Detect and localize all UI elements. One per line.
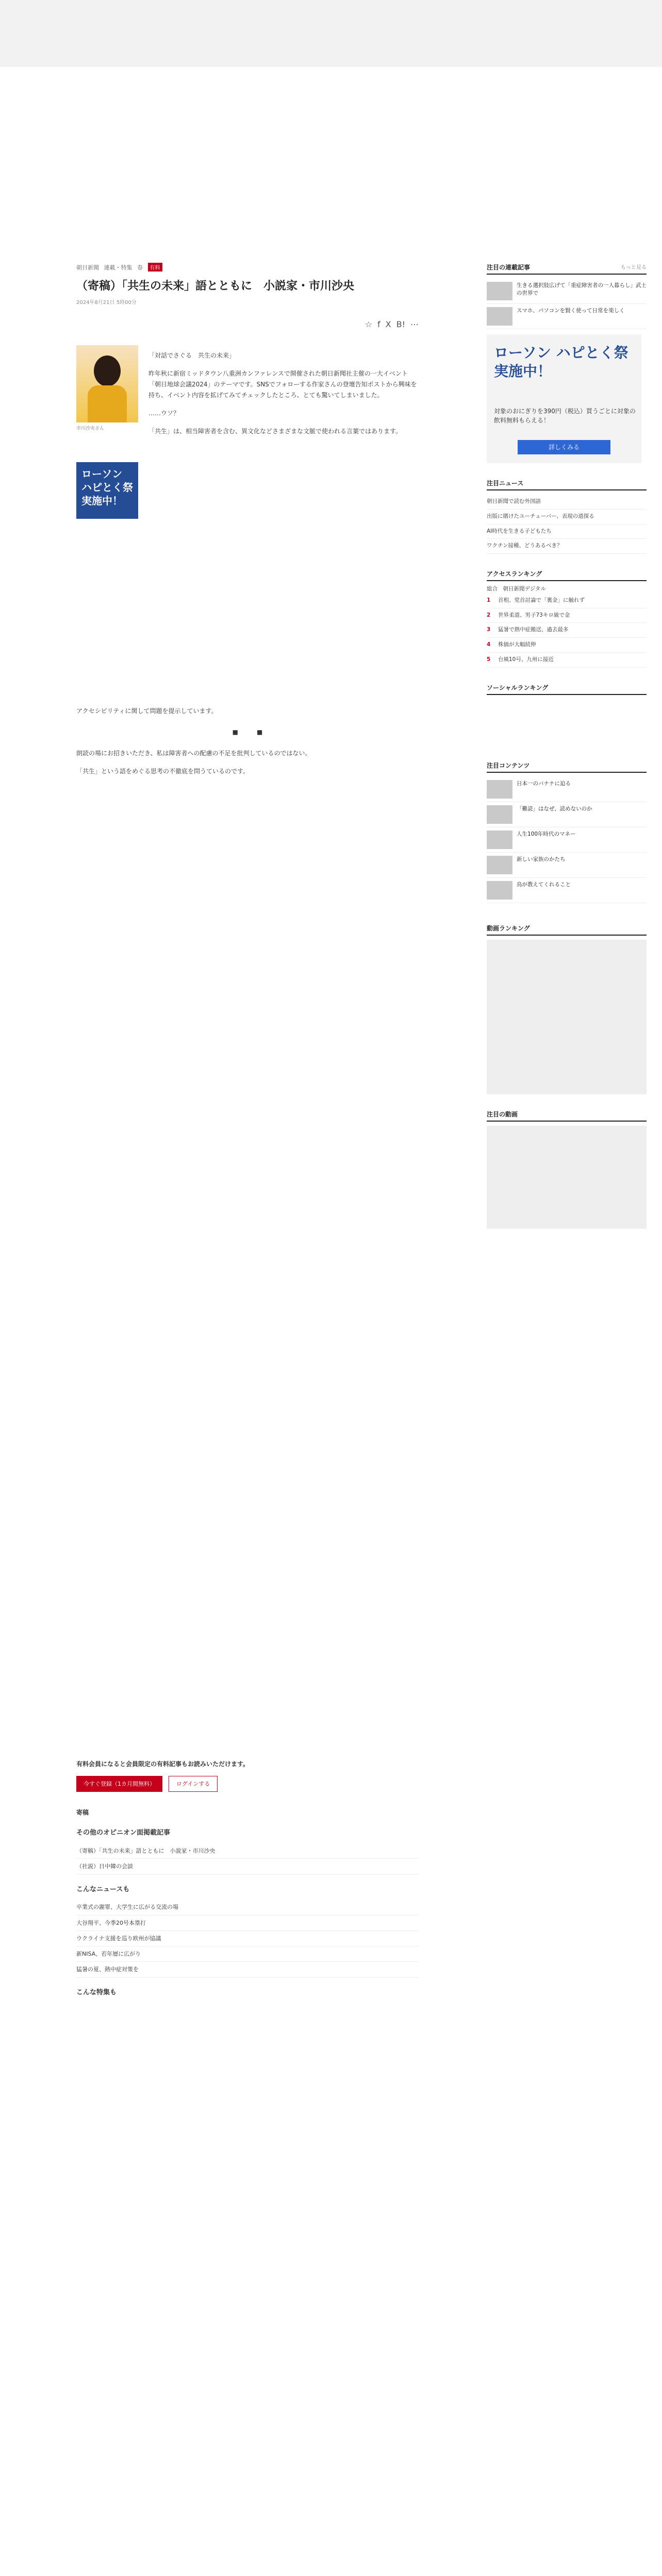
author-label: 寄稿 bbox=[76, 1809, 89, 1817]
list-item[interactable]: ウクライナ支援を巡り欧州が協議 bbox=[76, 1931, 419, 1946]
paywall-notice: 有料会員になると会員限定の有料記事もお読みいただけます。 bbox=[76, 1760, 250, 1768]
lawson-side-ad[interactable]: ローソン ハピとく祭 実施中！ 対象のおにぎりを390円（税込）買うごとに対象の飲料無料もらえる！ 詳しくみる bbox=[487, 334, 641, 463]
lead-text: 「対話でさぐる 共生の未来」 bbox=[148, 352, 236, 359]
sidebar bbox=[487, 263, 647, 1229]
crumb-item[interactable]: 連載・特集 bbox=[104, 264, 133, 271]
sidebar-heading: 注目コンテンツ bbox=[487, 761, 647, 773]
side-item[interactable]: 出版に賭けたユーチューバー、表現の道探る bbox=[487, 510, 647, 524]
ad-detail-button[interactable]: 詳しくみる bbox=[518, 440, 610, 454]
rank-item[interactable]: 5 台風10号、九州に接近 bbox=[487, 653, 647, 668]
share-bar bbox=[365, 319, 419, 329]
article-side-col bbox=[76, 345, 138, 519]
tab-digital[interactable]: 朝日新聞デジタル bbox=[503, 586, 546, 592]
content-item[interactable]: 人生100年時代のマネー bbox=[487, 827, 647, 853]
list-item[interactable]: 大谷翔平、今季20号本塁打 bbox=[76, 1916, 419, 1931]
side-item[interactable]: 朝日新聞で読む外国語 bbox=[487, 495, 647, 510]
sidebar-heading: ソーシャルランキング bbox=[487, 683, 647, 695]
rank-item[interactable]: 3 猛暑で熱中症搬送、過去最多 bbox=[487, 623, 647, 638]
paragraph: 昨年秋に新宿ミッドタウン八重洲カンファレンスで開催された朝日新聞社主催の一大イベント「朝日地球会議2024」のテーマです。SNSでフォローする作家さんの登壇告知ポストから興味を持ち、イベント内容を拡げてみてチェックしたところ、とても驚いてしまいました。 bbox=[148, 370, 417, 399]
crumb-item[interactable]: 春 bbox=[137, 264, 143, 271]
article bbox=[76, 263, 419, 1996]
lawson-ad[interactable]: ローソン ハピとく祭 実施中！ bbox=[76, 462, 138, 519]
content-item[interactable]: 「難読」はなぜ、読めないのか bbox=[487, 802, 647, 827]
paragraph: 朗読の場にお招きいただき、私は障害者への配慮の不足を批判しているのではない。 bbox=[76, 750, 311, 757]
content-item[interactable]: 新しい家族のかたち bbox=[487, 853, 647, 878]
side-item[interactable]: ワクチン接種、どうあるべき？ bbox=[487, 539, 647, 554]
facebook-icon[interactable]: f bbox=[377, 319, 380, 329]
rank-item[interactable]: 4 株価が大幅続伸 bbox=[487, 638, 647, 653]
list-item[interactable]: （社説）日中韓の会談 bbox=[76, 1859, 419, 1874]
separator: ■ ■ bbox=[232, 728, 263, 736]
paid-badge: 有料 bbox=[148, 263, 162, 272]
list-item[interactable]: 猛暑の夏、熱中症対策を bbox=[76, 1962, 419, 1977]
top-banner bbox=[0, 0, 662, 67]
login-button[interactable]: ログインする bbox=[169, 1776, 218, 1792]
article-lead bbox=[148, 350, 419, 444]
list-item[interactable]: 卒業式の謝罪、大学生に広がる交流の場 bbox=[76, 1900, 419, 1915]
list-item[interactable]: （寄稿）「共生の未来」語とともに 小説家・市川沙央 bbox=[76, 1843, 419, 1859]
more-link[interactable]: もっと見る bbox=[621, 265, 647, 270]
paragraph: 「共生」は、相当障害者を含む、異文化などさまざまな文脈で使われる言葉ではあります。 bbox=[148, 428, 402, 435]
register-button[interactable]: 今すぐ登録（1カ月間無料） bbox=[76, 1776, 162, 1792]
list-item[interactable]: 新NISA、若年層に広がり bbox=[76, 1946, 419, 1962]
paragraph: アクセシビリティに関して問題を提示しています。 bbox=[76, 707, 218, 715]
rank-item[interactable]: 2 世界柔道、男子73キロ級で金 bbox=[487, 608, 647, 623]
hatena-icon[interactable]: B! bbox=[396, 319, 405, 329]
article-body bbox=[76, 706, 419, 2003]
photo-caption: 市川沙央さん bbox=[76, 426, 105, 431]
paragraph: ……ウソ？ bbox=[148, 410, 180, 417]
special-title: こんな特集も bbox=[76, 1988, 117, 1996]
breadcrumb bbox=[76, 263, 419, 272]
sidebar-heading: アクセスランキング bbox=[487, 569, 647, 581]
crumb-item[interactable]: 朝日新聞 bbox=[76, 264, 99, 271]
ranking-tabs bbox=[487, 585, 647, 594]
sidebar-heading: 注目の連載記事 もっと見る bbox=[487, 263, 647, 275]
rank-item[interactable]: 1 首相、党首討論で「裏金」に触れず bbox=[487, 594, 647, 608]
more-icon[interactable]: ⋯ bbox=[410, 319, 419, 329]
side-item[interactable]: 生きる選択肢広げて「重症障害者の一人暮らし」武士の世界で bbox=[487, 279, 647, 304]
video-panel[interactable] bbox=[487, 940, 647, 1094]
content-item[interactable]: 日本一のバナナに迫る bbox=[487, 777, 647, 802]
sidebar-heading: 注目の動画 bbox=[487, 1110, 647, 1122]
side-item[interactable]: AI時代を生きる子どもたち bbox=[487, 524, 647, 539]
news-title: こんなニュースも bbox=[76, 1885, 130, 1893]
sidebar-heading: 注目ニュース bbox=[487, 479, 647, 490]
tab-overall[interactable]: 総合 bbox=[487, 586, 498, 592]
sidebar-heading: 動画ランキング bbox=[487, 924, 647, 936]
side-item[interactable]: スマホ、パソコンを賢く使って日常を楽しく bbox=[487, 304, 647, 329]
article-date: 2024年8月21日 5時00分 bbox=[76, 299, 137, 306]
article-title: （寄稿）「共生の未来」語とともに 小説家・市川沙央 bbox=[76, 279, 355, 293]
author-photo[interactable] bbox=[76, 345, 138, 422]
video-panel[interactable] bbox=[487, 1126, 647, 1229]
content-item[interactable]: 鳥が教えてくれること bbox=[487, 878, 647, 903]
opinion-title: その他のオピニオン面掲載記事 bbox=[76, 1829, 171, 1837]
x-icon[interactable]: X bbox=[385, 319, 391, 329]
bookmark-icon[interactable]: ☆ bbox=[365, 319, 372, 329]
paragraph: 「共生」という語をめぐる思考の不徹底を問うているのです。 bbox=[76, 768, 250, 775]
